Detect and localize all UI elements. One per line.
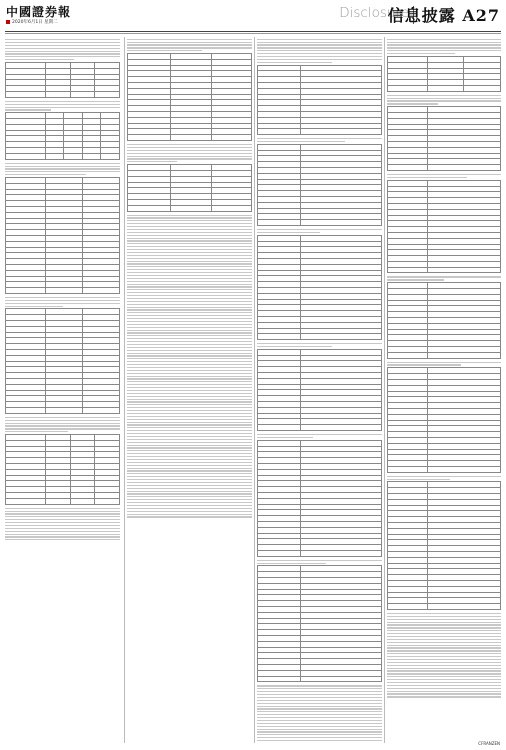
text-block xyxy=(257,560,382,564)
issue-date xyxy=(6,19,58,25)
text-block xyxy=(5,508,120,541)
data-table xyxy=(387,106,501,171)
header-rule-thin xyxy=(5,33,501,34)
data-table xyxy=(257,349,382,431)
text-block xyxy=(127,144,252,162)
text-block xyxy=(5,101,120,111)
data-table xyxy=(127,53,252,141)
data-table xyxy=(387,481,501,610)
page-number: A27 xyxy=(462,6,500,25)
data-table xyxy=(257,144,382,226)
text-block xyxy=(387,95,501,105)
text-block xyxy=(257,685,382,741)
text-block xyxy=(257,138,382,142)
text-block xyxy=(257,229,382,233)
text-block xyxy=(387,613,501,698)
data-table xyxy=(257,235,382,340)
text-block xyxy=(387,476,501,480)
data-table xyxy=(387,367,501,472)
data-table xyxy=(387,56,501,92)
text-block xyxy=(5,39,120,60)
text-block xyxy=(5,297,120,307)
column-divider xyxy=(124,37,125,743)
issue-date-text: 2020年6月1日 星期二 xyxy=(12,20,58,25)
data-table xyxy=(5,434,120,505)
text-block xyxy=(257,434,382,438)
date-marker-icon xyxy=(6,20,10,24)
data-table xyxy=(387,180,501,274)
text-block xyxy=(127,39,252,52)
section-title xyxy=(388,3,500,26)
column-1 xyxy=(5,37,120,743)
text-block xyxy=(5,417,120,433)
newspaper-logo: 中國證券報 xyxy=(6,5,72,19)
data-table xyxy=(257,65,382,136)
section-chinese-title: 信息披露 xyxy=(387,6,456,25)
footer-code: CFRANZEN xyxy=(478,741,500,746)
text-block xyxy=(257,343,382,347)
page-header xyxy=(0,0,506,32)
data-table xyxy=(5,177,120,294)
column-2 xyxy=(127,37,252,743)
column-divider xyxy=(254,37,255,743)
data-table xyxy=(5,62,120,98)
data-table xyxy=(5,308,120,413)
column-divider xyxy=(384,37,385,743)
data-table xyxy=(257,565,382,682)
text-block xyxy=(387,276,501,280)
data-table xyxy=(127,164,252,211)
data-table xyxy=(257,440,382,557)
section-english-title: Disclosure xyxy=(339,5,409,21)
column-4 xyxy=(387,37,501,743)
data-table xyxy=(5,112,120,159)
text-block xyxy=(387,39,501,55)
column-3 xyxy=(257,37,382,743)
text-block xyxy=(387,174,501,178)
text-block xyxy=(387,362,501,366)
data-table xyxy=(387,282,501,358)
text-block xyxy=(5,163,120,176)
text-block xyxy=(257,39,382,63)
text-block xyxy=(127,215,252,518)
header-rule xyxy=(5,31,501,32)
